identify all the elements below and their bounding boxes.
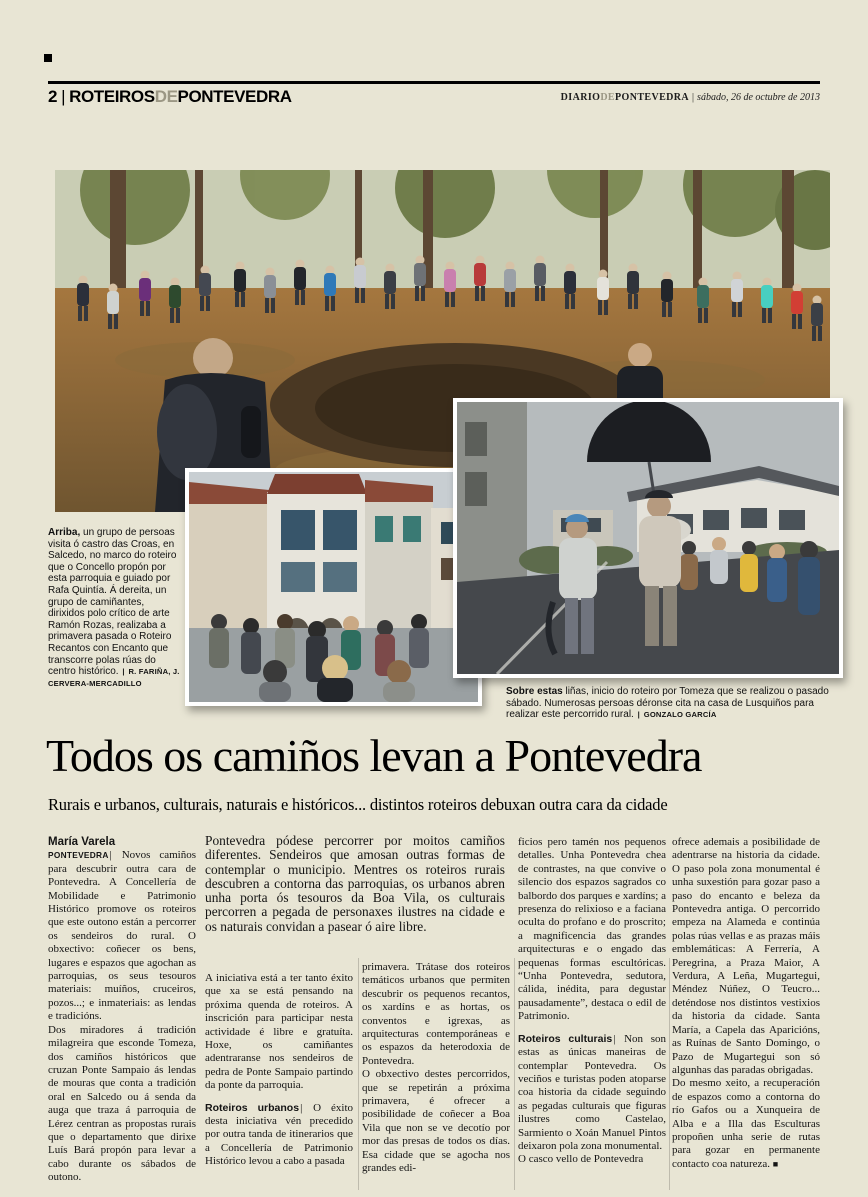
body-column-3 [362, 961, 510, 1176]
masthead-diario: DIARIO [560, 92, 601, 103]
body-paragraph: O casco vello de Pontevedra [518, 1153, 644, 1166]
photo-rain-illustration [457, 402, 839, 674]
caption-forest-text: un grupo de persoas visita ó castro das Croas, en Salcedo, no marco do roteiro que o Concello propón por esta parroquia e guiado por Rafa Quintía. Á dereita, un grupo de camiñantes, dirixidos polo crítico de arte Ramón Rozas, realizaba a primavera pasada o Roteiro Recantos con Encanto que transcorre polas rúas do centro histórico. [48, 527, 177, 678]
masthead-dateline [561, 92, 820, 103]
column-rule [358, 958, 359, 1190]
page-number-separator: | [61, 87, 66, 106]
subhead-separator: | [300, 1101, 303, 1114]
byline-separator: | [109, 849, 112, 862]
section-header [48, 87, 292, 107]
caption-rain [506, 686, 836, 721]
caption-rain-text: liñas, inicio do roteiro por Tomeza que se realizou o pasado sábado. Numerosas persoas déronse cita na casa de Lusquiños para realizar este percorrido rural. [506, 686, 829, 721]
photo-town-square [185, 468, 482, 706]
body-column-4 [518, 836, 666, 1167]
body-column-5 [672, 836, 820, 1171]
body-text: O éxito desta iniciativa vén precedido por outra tanda de itinerarios que a Concellería de Patrimonio Histórico levou a cabo a pasada [205, 1101, 353, 1168]
column-rule [669, 958, 670, 1190]
body-paragraph: ofrece ademais a posibilidade de adentrarse na historia da cidade. O paso pola zona monumental é unha suxestión para gozar paso a paso do encanto e beleza da Pontevedra antiga. O percorrido empeza na Alameda e continúa polas rúas vellas e as prazas máis emblemáticas: A Ferrería, A Peregrina, a Praza Maior, A Verdura, A Leña, Mugartegui, Méndez Núñez, O Teucro... deténdose nos distintos vestixios da historia da cidade. Santa María, a Capela das Aparicións, as Ruínas de Santo Domingo, o Pazo de Mugartegui son só algunhas das paradas obrigadas. [672, 836, 820, 1076]
byline-author: María Varela [48, 836, 116, 848]
body-paragraph [518, 1033, 666, 1154]
body-column-2 [205, 972, 353, 1169]
section-name-de: DE [154, 87, 178, 106]
header-rule [48, 81, 820, 84]
body-paragraph [205, 1102, 353, 1169]
column-rule [514, 958, 515, 1190]
caption-rain-lead: Sobre estas [506, 686, 563, 697]
section-name-roteiros: ROTEIROS [69, 87, 155, 106]
edition-date: sábado, 26 de octubre de 2013 [697, 92, 820, 103]
body-column-1 [48, 836, 196, 1185]
section-name-pontevedra: PONTEVEDRA [177, 87, 292, 106]
caption-forest-credit: R. FARIÑA, J. CERVERA-MERCADILLO [48, 667, 180, 688]
body-text: Novos camiños para descubrir outra cara de Pontevedra. A Concellería de Mobilidade e Patrimonio Histórico promove os roteiros que este outono están a percorrer os sendeiros do rural. O obxectivo: coñecer os bens, lugares e espazos que agochan as parroquias, os seus tesouros materiais: muíños, cruceiros, pozos...; e inmateriais: as lendas e tradicións. [48, 849, 196, 1023]
lede-paragraph: Pontevedra pódese percorrer por moitos camiños diferentes. Sendeiros que amosan outras formas de contemplar o municipio. Mentres os roteiros rurais descubren a contorna das parroquias, os urbanos abren unha porta ós tesouros da Boa Vila, os culturais percorren a pegada de personaxes ilustres na cidade e os naturais convidan a pasear ó aire libre. [205, 833, 505, 934]
subheadline: Rurais e urbanos, culturais, naturais e históricos... distintos roteiros debuxan outra cara da cidade [48, 795, 668, 814]
body-paragraph: O obxectivo destes percorridos, que se repetirán a próxima primavera, é ofrecer a posibilidade de coñecer a Boa Vila que non se ve decotío por mor das presas de todos os días. Esa cidade que se agocha nos grandes edi- [362, 1068, 510, 1175]
photo-rainy-walk [453, 398, 843, 678]
caption-forest-credit-sep: | [122, 667, 125, 677]
end-mark: ■ [772, 1158, 779, 1169]
body-text: Non son estas as únicas maneiras de contemplar Pontevedra. Os veciños e turistas poden atoparse coa historia da cidade seguindo as pegadas culturais que figuras ilustres como Castelao, Sarmiento o Xoán Manuel Pintos deixaron pola zona monumental. [518, 1032, 666, 1152]
photo-square-illustration [189, 472, 478, 702]
body-paragraph: A iniciativa está a ter tanto éxito que xa se está pensando na próxima quenda de roteiros. A inscrición para participar nesta actividade é libre e gratuíta. Hoxe, os camiñantes adentraranse nos sendeiros de pedra de Ponte Sampaio partindo da ponte da parroquia. [205, 972, 353, 1092]
masthead-de: DE [600, 92, 616, 103]
body-paragraph [48, 849, 196, 1023]
body-paragraph: ficios pero tamén nos pequenos detalles. Unha Pontevedra chea de contrastes, na que convive o silencio dos espazos sagrados co balbordo dos parques e xardíns; a presenza do relixioso e a faciana oculta do profano e do proscrito; a magnificencia das grandes arquitecturas e o engado das pequenas formas escultóricas. “Unha Pontevedra, sedutora, cálida, inédita, para degustar pausadamente”, destaca o edil de Patrimonio. [518, 836, 666, 1023]
print-mark [44, 54, 52, 62]
masthead-pontevedra: PONTEVEDRA [615, 92, 690, 103]
caption-forest-lead: Arriba, [48, 527, 81, 538]
caption-forest [48, 527, 180, 689]
subhead-separator: | [613, 1032, 616, 1045]
body-text: Do mesmo xeito, a recuperación de espazos como a contorna do río Gafos ou a Xunqueira de Alba e a Illa das Esculturas propoñen unha serie de rutas para gozar en permanente contacto coa natureza. [672, 1077, 820, 1170]
body-paragraph: Dos miradores á tradición milagreira que esconde Tomeza, dos camiños históricos que cruzan Ponte Sampaio ás lendas de mouras que conta a tradición oral en Salcedo ou á senda da auga que traza á parroquia de Lérez centran as propostas rurais que o departamento que dirixe Luís Bará propón para levar a cabo durante os sábados de outono. [48, 1023, 196, 1184]
masthead-separator: | [692, 92, 695, 103]
byline-location: PONTEVEDRA [48, 850, 109, 861]
headline: Todos os camiños levan a Pontevedra [46, 730, 702, 781]
caption-rain-credit: GONZALO GARCÍA [643, 710, 717, 720]
page-number: 2 [48, 87, 58, 106]
body-paragraph: primavera. Trátase dos roteiros temáticos urbanos que permiten descubrir os pequenos recantos, os xardíns e as hortas, os conventos e igrexas, as arquitecturas contemporáneas e os espazos da heterodoxia de Pontevedra. [362, 961, 510, 1067]
subhead-roteiros-culturais: Roteiros culturais [518, 1032, 613, 1045]
subhead-roteiros-urbanos: Roteiros urbanos [205, 1101, 300, 1114]
body-paragraph [672, 1077, 820, 1171]
caption-rain-credit-sep: | [637, 710, 640, 720]
